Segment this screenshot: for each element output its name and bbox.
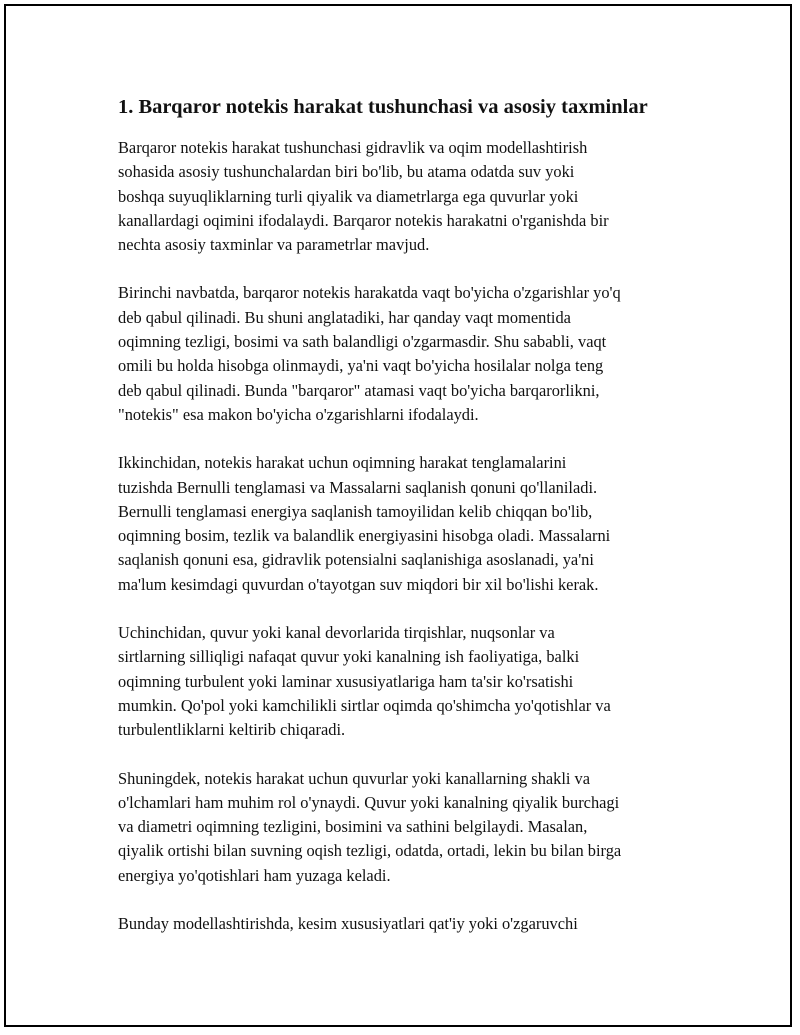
text-line: sirtlarning silliqligi nafaqat quvur yoki kanalning ish faoliyatiga, balki [118, 647, 580, 667]
text-line: Bunday modellashtirishda, kesim xususiyatlari qat'iy yoki o'zgaruvchi [118, 914, 578, 934]
text-line: Bernulli tenglamasi energiya saqlanish tamoyilidan kelib chiqqan bo'lib, [118, 501, 593, 521]
text-line: Uchinchidan, quvur yoki kanal devorlarida tirqishlar, nuqsonlar va [118, 623, 555, 643]
text-line: saqlanish qonuni esa, gidravlik potensialni saqlanishiga asoslanadi, ya'ni [118, 550, 594, 570]
text-line: Ikkinchidan, notekis harakat uchun oqimning harakat tenglamalarini [118, 453, 567, 473]
text-line: "notekis" esa makon bo'yicha o'zgarishlarni ifodalaydi. [118, 404, 479, 424]
text-line: oqimning bosim, tezlik va balandlik energiyasini hisobga oladi. Massalarni [118, 526, 611, 546]
paragraph [118, 767, 698, 888]
text-line: o'lchamlari ham muhim rol o'ynaydi. Quvur yoki kanalning qiyalik burchagi [118, 792, 620, 812]
text-line: deb qabul qilinadi. Bu shuni anglatadiki, har qanday vaqt momentida [118, 307, 571, 327]
text-line: oqimning turbulent yoki laminar xususiyatlariga ham ta'sir ko'rsatishi [118, 671, 574, 691]
paragraph [118, 912, 698, 936]
paragraph [118, 136, 698, 257]
text-line: Birinchi navbatda, barqaror notekis harakatda vaqt bo'yicha o'zgarishlar yo'q [118, 283, 621, 303]
text-line: qiyalik ortishi bilan suvning oqish tezligi, odatda, ortadi, lekin bu bilan birga [118, 841, 622, 861]
text-line: deb qabul qilinadi. Bunda "barqaror" atamasi vaqt bo'yicha barqarorlikni, [118, 380, 600, 400]
text-line: sohasida asosiy tushunchalardan biri bo'lib, bu atama odatda suv yoki [118, 162, 575, 182]
text-line: Barqaror notekis harakat tushunchasi gidravlik va oqim modellashtirish [118, 138, 588, 157]
document-body [118, 92, 698, 960]
paragraph [118, 451, 698, 597]
text-line: tuzishda Bernulli tenglamasi va Massalarni saqlanish qonuni qo'llaniladi. [118, 477, 598, 497]
text-line: ma'lum kesimdagi quvurdan o'tayotgan suv miqdori bir xil bo'lishi kerak. [118, 574, 599, 594]
text-line: energiya yo'qotishlari ham yuzaga keladi. [118, 865, 391, 885]
text-line: mumkin. Qo'pol yoki kamchilikli sirtlar oqimda qo'shimcha yo'qotishlar va [118, 695, 611, 715]
section-heading: 1. Barqaror notekis harakat tushunchasi va asosiy taxminlar [118, 96, 648, 118]
text-line: Shuningdek, notekis harakat uchun quvurlar yoki kanallarning shakli va [118, 768, 591, 788]
text-line: nechta asosiy taxminlar va parametrlar mavjud. [118, 235, 430, 255]
text-line: omili bu holda hisobga olinmaydi, ya'ni vaqt bo'yicha hosilalar nolga teng [118, 356, 604, 376]
text-line: va diametri oqimning tezligini, bosimini va sathini belgilaydi. Masalan, [118, 817, 588, 837]
text-line: oqimning tezligi, bosimi va sath balandligi o'zgarmasdir. Shu sababli, vaqt [118, 332, 607, 352]
paragraph [118, 281, 698, 427]
text-line: kanallardagi oqimini ifodalaydi. Barqaror notekis harakatni o'rganishda bir [118, 210, 609, 230]
text-line: boshqa suyuqliklarning turli qiyalik va diametrlarga ega quvurlar yoki [118, 186, 579, 206]
text-line: turbulentliklarni keltirib chiqaradi. [118, 720, 346, 740]
paragraph [118, 621, 698, 742]
